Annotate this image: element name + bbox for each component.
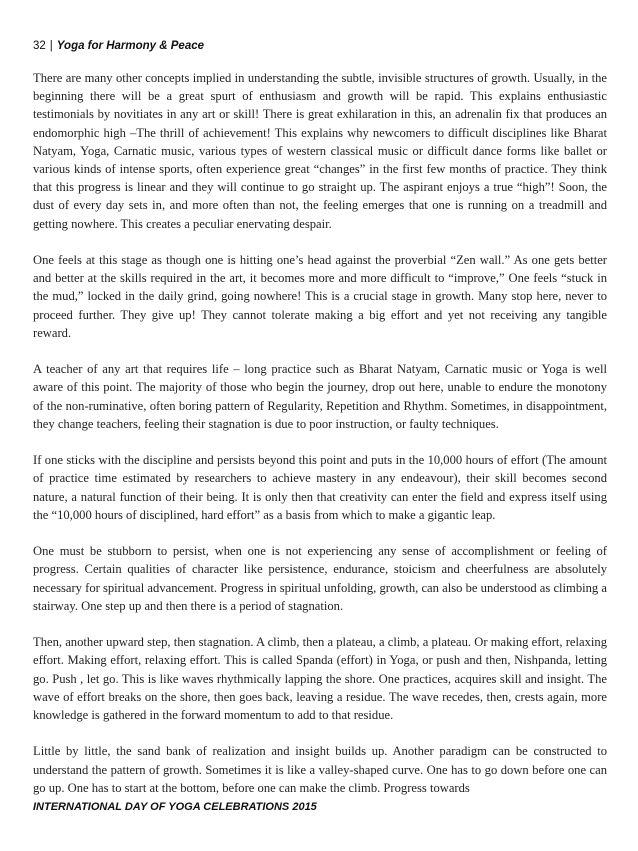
header-separator: | bbox=[49, 40, 53, 52]
body-text bbox=[33, 69, 607, 815]
page-header bbox=[33, 40, 204, 52]
paragraph: If one sticks with the discipline and persists beyond this point and puts in the 10,000 hours of effort (The amount of practice time estimated by researchers to achieve mastery in any endeavour), their skill becomes second nature, a natural function of their being. It is only then that creativity can enter the field and express itself using the “10,000 hours of disciplined, hard effort” as a basis from which to make a gigantic leap. bbox=[33, 453, 607, 522]
paragraph: A teacher of any art that requires life – long practice such as Bharat Natyam, Carnatic music or Yoga is well aware of this point. The majority of those who begin the journey, drop out here, unable to endure the monotony of the non-ruminative, often boring pattern of Regularity, Repetition and Rhythm. Sometimes, in disappointment, they change teachers, feeling their stagnation is due to poor instruction, or faulty techniques. bbox=[33, 362, 607, 431]
paragraph: One must be stubborn to persist, when one is not experiencing any sense of accomplishment or feeling of progress. Certain qualities of character like persistence, endurance, stoicism and cheerfulness are absolutely necessary for spiritual advancement. Progress in spiritual unfolding, growth, can also be understood as climbing a stairway. One step up and then there is a period of stagnation. bbox=[33, 544, 607, 613]
book-title: Yoga for Harmony & Peace bbox=[56, 40, 205, 52]
paragraph: There are many other concepts implied in understanding the subtle, invisible structures of growth. Usually, in the beginning there will be a great spurt of enthusiasm and growth will be rapid. This explains enthusiastic testimonials by novitiates in any art or skill! There is great exhilaration in this, an adrenalin fix that produces an endomorphic high –The thrill of achievement! This explains why newcomers to difficult disciplines like Bharat Natyam, Yoga, Carnatic music, various types of western classical music or difficult dance forms like ballet or various kinds of intense sports, often experience great “changes” in the first few months of practice. They think that this progress is linear and they will continue to go straight up. The aspirant enjoys a true “high”! Soon, the dust of every day sets in, and more often than not, the feeling emerges that one is running on a treadmill and getting nowhere. This creates a peculiar enervating despair. bbox=[33, 71, 607, 231]
page-footer: INTERNATIONAL DAY OF YOGA CELEBRATIONS 2015 bbox=[33, 801, 317, 813]
paragraph: Little by little, the sand bank of realization and insight builds up. Another paradigm can be constructed to understand the pattern of growth. Sometimes it is like a valley-shaped curve. One has to go down before one can go up. One has to start at the bottom, before one can make the climb. Progress towards bbox=[33, 744, 607, 795]
page-number: 32 bbox=[33, 40, 46, 52]
paragraph: Then, another upward step, then stagnation. A climb, then a plateau, a climb, a plateau. Or making effort, relaxing effort. Making effort, relaxing effort. This is called Spanda (effort) in Yoga, or push and then, Nishpanda, letting go. Push , let go. This is like waves rhythmically lapping the shore. One practices, acquires skill and insight. The wave of effort breaks on the shore, then goes back, leaving a residue. The wave recedes, then, crests again, more knowledge is gathered in the forward momentum to add to that residue. bbox=[33, 635, 607, 723]
paragraph: One feels at this stage as though one is hitting one’s head against the proverbial “Zen wall.” As one gets better and better at the skills required in the art, it becomes more and more difficult to “improve,” One feels “stuck in the mud,” locked in the daily grind, going nowhere! This is a crucial stage in growth. Many stop here, never to proceed further. They give up! They cannot tolerate making a big effort and yet not receiving any tangible reward. bbox=[33, 253, 607, 340]
